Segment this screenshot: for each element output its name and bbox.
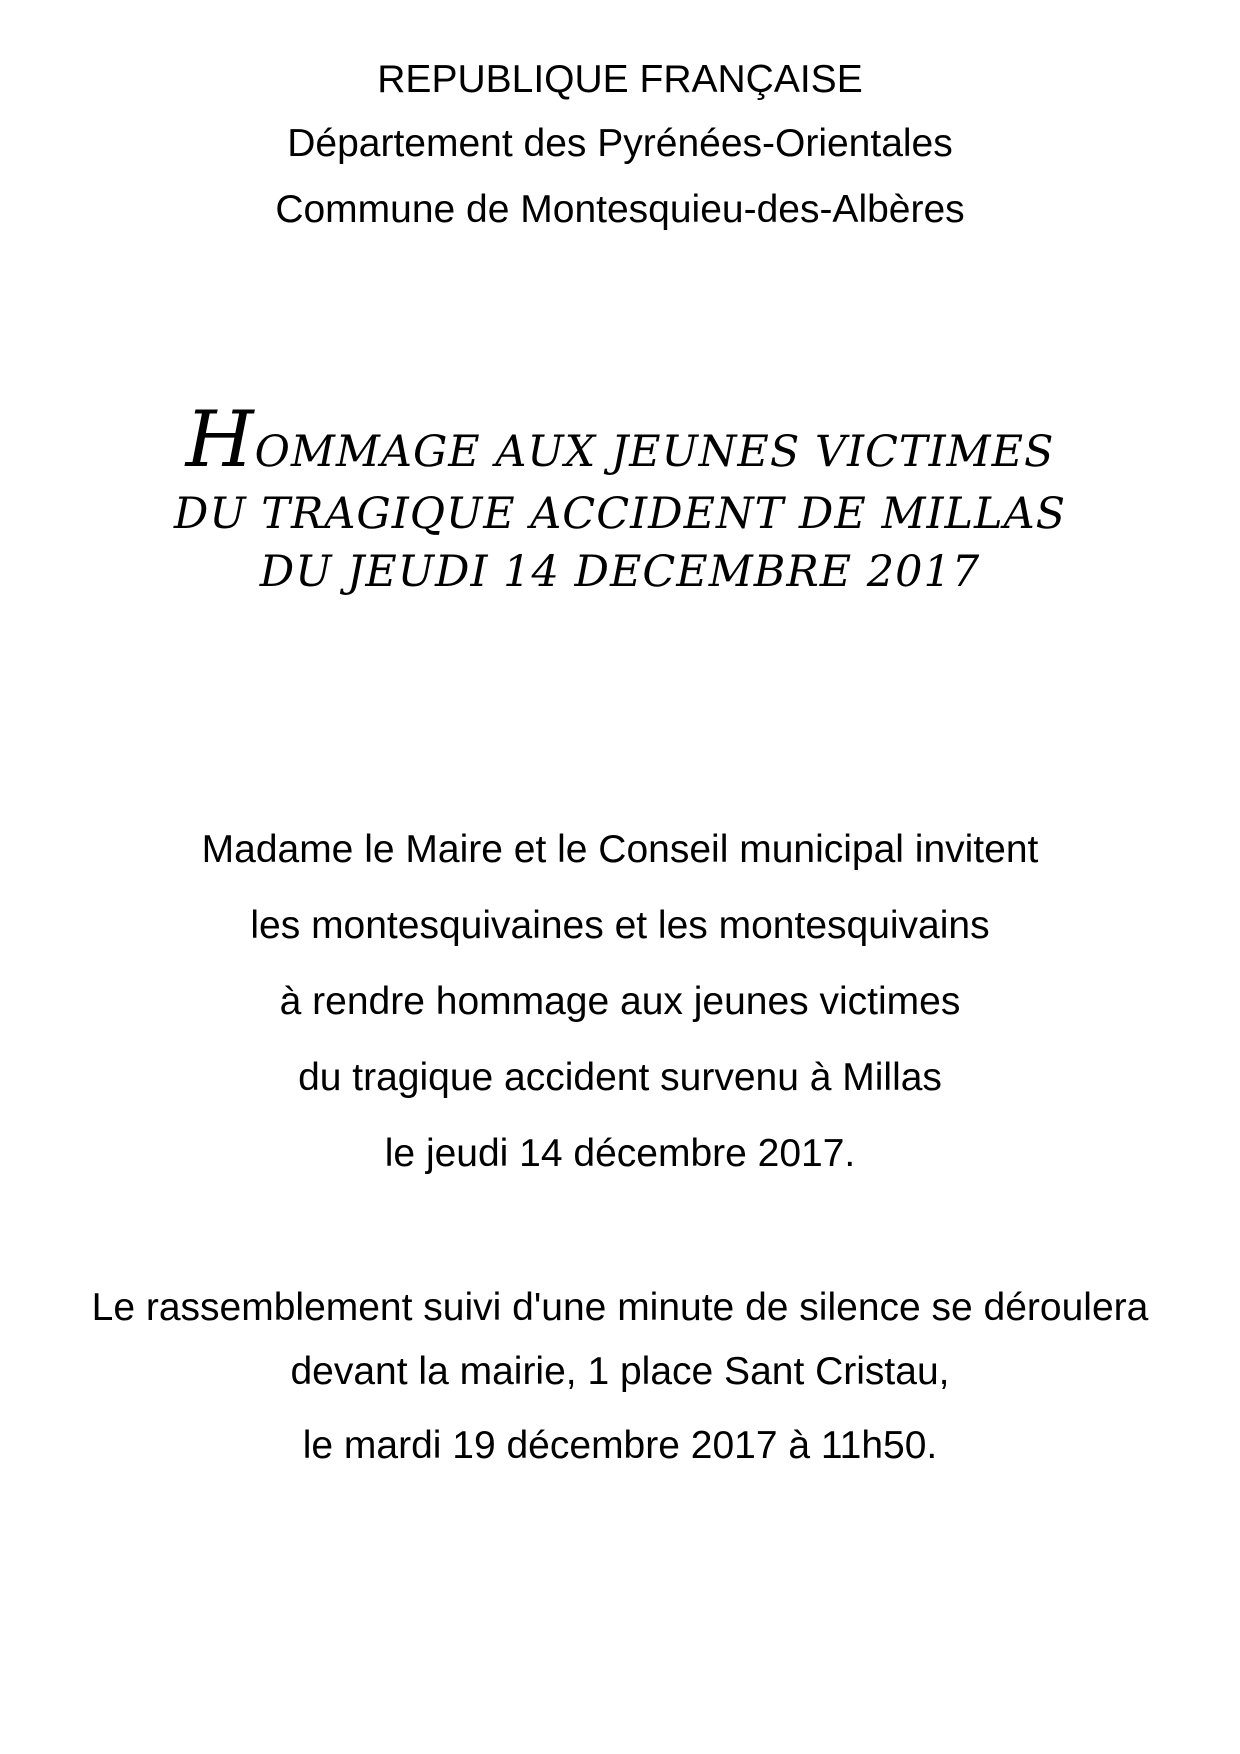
- header-commune: Commune de Montesquieu-des-Albères: [275, 188, 965, 231]
- gathering-line-3: le mardi 19 décembre 2017 à 11h50.: [302, 1424, 938, 1467]
- title-line-2: DU TRAGIQUE ACCIDENT DE MILLAS: [173, 489, 1067, 539]
- header-republic: REPUBLIQUE FRANÇAISE: [377, 58, 863, 101]
- title-line-1-text: OMMAGE AUX JEUNES VICTIMES: [254, 427, 1055, 477]
- invitation-line-3: à rendre hommage aux jeunes victimes: [279, 980, 961, 1023]
- gathering-line-1: Le rassemblement suivi d'une minute de silence se déroulera: [91, 1286, 1149, 1329]
- invitation-line-2: les montesquivaines et les montesquivains: [250, 904, 990, 947]
- title-initial-letter: H: [185, 395, 255, 485]
- title-line-1: [0, 395, 1240, 485]
- gathering-line-2: devant la mairie, 1 place Sant Cristau,: [290, 1350, 950, 1393]
- invitation-line-4: du tragique accident survenu à Millas: [298, 1056, 942, 1099]
- header-department: Département des Pyrénées-Orientales: [287, 122, 953, 165]
- invitation-line-1: Madame le Maire et le Conseil municipal invitent: [201, 828, 1039, 871]
- title-line-3: DU JEUDI 14 DECEMBRE 2017: [259, 547, 981, 597]
- invitation-line-5: le jeudi 14 décembre 2017.: [384, 1132, 856, 1175]
